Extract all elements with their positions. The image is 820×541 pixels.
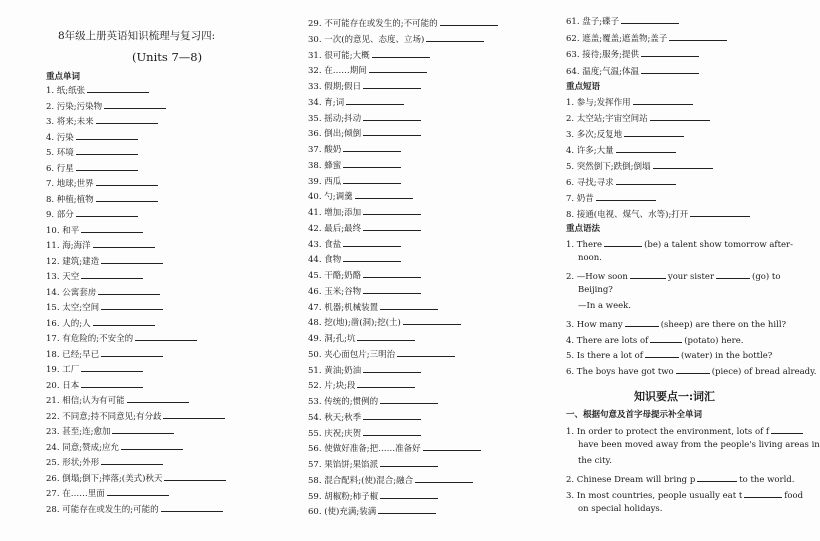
- list-item: [308, 79, 421, 93]
- item-label: 3. 多次;反复地: [566, 130, 623, 140]
- answer-blank[interactable]: [81, 269, 143, 279]
- answer-blank[interactable]: [423, 441, 481, 451]
- list-item: [46, 161, 138, 175]
- answer-blank[interactable]: [76, 161, 138, 171]
- answer-blank[interactable]: [397, 347, 455, 357]
- answer-blank[interactable]: [378, 504, 436, 514]
- grammar-item-3: [566, 317, 786, 331]
- worksheet-title: 8年级上册英语知识梳理与复习四:: [58, 30, 216, 42]
- answer-blank[interactable]: [641, 64, 699, 74]
- grammar-text: (potato) here.: [684, 336, 744, 346]
- exercise-instructions: 一、根据句意及首字母提示补全单词: [566, 410, 703, 420]
- answer-blank[interactable]: [624, 127, 684, 137]
- list-item: [308, 378, 415, 392]
- item-label: 5. 环境: [46, 148, 74, 158]
- grammar-item-5: [566, 348, 772, 362]
- answer-blank[interactable]: [363, 205, 421, 215]
- item-label: 6. 行星: [46, 163, 74, 174]
- list-item: [46, 502, 223, 516]
- item-label: 1. 纸;纸张: [46, 86, 86, 96]
- list-item: [46, 254, 163, 268]
- answer-blank[interactable]: [363, 126, 421, 136]
- grammar-text: (piece) of bread already.: [711, 367, 817, 377]
- grammar-item-2-answer: —In a week.: [578, 301, 631, 311]
- item-label: 28. 可能存在或发生的;可能的: [46, 504, 159, 515]
- item-label: 63. 接待;服务;提供: [566, 50, 639, 60]
- item-label: 42. 最后;最终: [308, 223, 362, 234]
- key-phrases-heading: 重点短语: [566, 82, 601, 92]
- item-label: 35. 摇动;抖动: [308, 113, 362, 124]
- grammar-text: 4. There are lots of: [566, 336, 649, 346]
- list-item: [308, 473, 473, 487]
- list-item: [46, 269, 143, 283]
- list-item: [46, 176, 158, 190]
- grammar-text: (water) in the bottle?: [680, 351, 773, 361]
- item-label: 58. 混合配料;(使)混合;融合: [308, 475, 414, 486]
- list-item: [308, 268, 421, 282]
- answer-blank[interactable]: [346, 95, 404, 105]
- list-item: [308, 189, 413, 203]
- item-label: 7. 奶昔: [566, 194, 594, 204]
- list-item: [308, 457, 438, 471]
- item-label: 36. 倒出;倾倒: [308, 129, 362, 140]
- list-item: [566, 207, 750, 221]
- item-label: 55. 庆祝;庆贺: [308, 428, 362, 439]
- list-item: [46, 285, 160, 299]
- item-label: 57. 果馅饼;果馅派: [308, 460, 379, 470]
- exercise-item-1: [566, 424, 805, 438]
- list-item: [46, 300, 163, 314]
- item-label: 64. 温度;气温;体温: [566, 66, 639, 77]
- answer-blank[interactable]: [357, 331, 415, 341]
- grammar-text: (sheep) are there on the hill?: [660, 320, 787, 330]
- item-label: 51. 黄油;奶油: [308, 365, 362, 376]
- item-label: 20. 日本: [46, 380, 80, 391]
- grammar-item-2: [566, 269, 780, 283]
- grammar-text: 5. Is there a lot of: [566, 351, 643, 361]
- answer-blank[interactable]: [380, 300, 438, 310]
- list-item: [566, 14, 679, 28]
- answer-blank[interactable]: [744, 488, 782, 498]
- answer-blank[interactable]: [641, 47, 699, 57]
- item-label: 39. 西瓜: [308, 176, 342, 187]
- item-label: 25. 形状;外形: [46, 458, 100, 468]
- item-label: 18. 已经;早已: [46, 349, 100, 360]
- answer-blank[interactable]: [96, 176, 158, 186]
- list-item: [308, 410, 421, 424]
- answer-blank[interactable]: [98, 285, 160, 295]
- item-label: 48. 挖(地);凿(洞);挖(土): [308, 318, 401, 329]
- list-item: [308, 48, 430, 62]
- grammar-text: (go) to: [752, 272, 781, 282]
- list-item: [308, 394, 438, 408]
- answer-blank[interactable]: [621, 14, 679, 24]
- list-item: [308, 111, 421, 125]
- units-range: (Units 7—8): [132, 50, 203, 64]
- item-label: 15. 太空;空间: [46, 303, 100, 313]
- answer-blank[interactable]: [81, 362, 143, 372]
- item-label: 30. 一次(的意见、态度、立场): [308, 34, 425, 45]
- item-label: 4. 许多;大量: [566, 146, 614, 156]
- list-item: [566, 159, 713, 173]
- answer-blank[interactable]: [107, 486, 169, 496]
- list-item: [46, 378, 143, 392]
- exercise-text: 2. Chinese Dream will bring p: [566, 475, 696, 485]
- list-item: [566, 31, 727, 45]
- answer-blank[interactable]: [645, 348, 679, 358]
- list-item: [46, 440, 183, 454]
- item-label: 54. 秋天;秋季: [308, 412, 362, 423]
- list-item: [46, 83, 149, 97]
- item-label: 49. 洞;孔;坑: [308, 334, 356, 344]
- list-item: [308, 441, 481, 455]
- item-label: 7. 地球;世界: [46, 179, 94, 189]
- answer-blank[interactable]: [363, 111, 421, 121]
- answer-blank[interactable]: [76, 145, 138, 155]
- answer-blank[interactable]: [380, 489, 438, 499]
- list-item: [46, 486, 169, 500]
- list-item: [308, 489, 438, 503]
- list-item: [46, 99, 166, 113]
- answer-blank[interactable]: [415, 473, 473, 483]
- answer-blank[interactable]: [127, 393, 189, 403]
- item-label: 45. 干酪;奶酪: [308, 271, 362, 281]
- list-item: [308, 63, 427, 77]
- item-label: 4. 污染: [46, 132, 74, 143]
- item-label: 14. 公寓套房: [46, 287, 97, 298]
- grammar-item-1: [566, 237, 793, 251]
- grammar-text: 6. The boys have got two: [566, 367, 674, 377]
- item-label: 8. 种植;植物: [46, 194, 94, 205]
- answer-blank[interactable]: [343, 252, 401, 262]
- item-label: 34. 育;词: [308, 97, 345, 108]
- grammar-text: 2. —How soon: [566, 272, 628, 282]
- answer-blank[interactable]: [161, 502, 223, 512]
- list-item: [308, 205, 421, 219]
- list-item: [566, 47, 699, 61]
- answer-blank[interactable]: [669, 31, 727, 41]
- answer-blank[interactable]: [633, 95, 693, 105]
- answer-blank[interactable]: [403, 315, 461, 325]
- exercise-item-1-end: the city.: [578, 456, 612, 466]
- list-item: [308, 126, 421, 140]
- answer-blank[interactable]: [164, 471, 226, 481]
- list-item: [566, 143, 676, 157]
- exercise-text: 3. In most countries, people usually eat t: [566, 491, 743, 501]
- list-item: [308, 174, 401, 188]
- item-label: 62. 遮盖;覆盖;遮盖物;盖子: [566, 33, 668, 44]
- answer-blank[interactable]: [96, 114, 158, 124]
- answer-blank[interactable]: [135, 331, 197, 341]
- list-item: [308, 158, 401, 172]
- item-label: 17. 有危险的;不安全的: [46, 334, 134, 344]
- list-item: [46, 471, 226, 485]
- exercise-text: to the world.: [739, 475, 795, 485]
- list-item: [46, 424, 174, 438]
- answer-blank[interactable]: [101, 300, 163, 310]
- item-label: 47. 机器;机械装置: [308, 302, 379, 313]
- list-item: [308, 95, 404, 109]
- item-label: 52. 片;块;段: [308, 381, 356, 392]
- exercise-text: food: [784, 491, 804, 501]
- exercise-text: 1. In order to protect the environment, lots of f: [566, 427, 770, 437]
- item-label: 11. 海;海洋: [46, 241, 91, 251]
- exercise-item-1-cont: have been moved away from the people's living areas in: [578, 440, 820, 450]
- item-label: 21. 相信;认为有可能: [46, 396, 125, 406]
- list-item: [46, 409, 225, 423]
- grammar-item-1-cont: noon.: [578, 253, 602, 263]
- answer-blank[interactable]: [104, 99, 166, 109]
- answer-blank[interactable]: [343, 237, 401, 247]
- item-label: 24. 同意;赞成;应允: [46, 442, 119, 453]
- list-item: [566, 175, 676, 189]
- list-item: [46, 347, 163, 361]
- answer-blank[interactable]: [363, 284, 421, 294]
- item-label: 5. 突然倒下;跌倒;倒塌: [566, 162, 651, 172]
- answer-blank[interactable]: [343, 142, 401, 152]
- grammar-text: 3. How many: [566, 320, 623, 330]
- answer-blank[interactable]: [96, 192, 158, 202]
- answer-blank[interactable]: [343, 174, 401, 184]
- answer-blank[interactable]: [343, 158, 401, 168]
- list-item: [308, 315, 461, 329]
- list-item: [308, 300, 438, 314]
- answer-blank[interactable]: [380, 394, 438, 404]
- list-item: [308, 331, 415, 345]
- exercise-item-3: [566, 488, 803, 502]
- answer-blank[interactable]: [650, 111, 710, 121]
- item-label: 38. 蜂蜜: [308, 160, 342, 171]
- answer-blank[interactable]: [163, 409, 225, 419]
- answer-blank[interactable]: [81, 378, 143, 388]
- item-label: 3. 将来;未来: [46, 117, 94, 127]
- item-label: 12. 建筑;建造: [46, 256, 100, 267]
- answer-blank[interactable]: [653, 159, 713, 169]
- answer-blank[interactable]: [121, 440, 183, 450]
- answer-blank[interactable]: [380, 457, 438, 467]
- list-item: [308, 504, 436, 518]
- list-item: [46, 316, 155, 330]
- answer-blank[interactable]: [76, 207, 138, 217]
- item-label: 9. 部分: [46, 210, 74, 220]
- item-label: 44. 食物: [308, 255, 342, 266]
- answer-blank[interactable]: [101, 254, 163, 264]
- key-words-heading: 重点单词: [46, 72, 81, 82]
- item-label: 32. 在……期间: [308, 66, 367, 77]
- item-label: 40. 勺;调羹: [308, 192, 353, 203]
- answer-blank[interactable]: [363, 268, 421, 278]
- item-label: 43. 食盐: [308, 239, 342, 250]
- list-item: [308, 142, 401, 156]
- answer-blank[interactable]: [101, 347, 163, 357]
- list-item: [308, 32, 484, 46]
- answer-blank[interactable]: [596, 191, 656, 201]
- list-item: [46, 114, 158, 128]
- key-grammar-heading: 重点语法: [566, 224, 601, 234]
- answer-blank[interactable]: [363, 410, 421, 420]
- list-item: [46, 207, 138, 221]
- list-item: [46, 238, 155, 252]
- list-item: [308, 284, 421, 298]
- answer-blank[interactable]: [355, 189, 413, 199]
- item-label: 19. 工厂: [46, 365, 80, 375]
- answer-blank[interactable]: [650, 333, 682, 343]
- list-item: [566, 191, 656, 205]
- exercise-item-2: [566, 472, 794, 486]
- answer-blank[interactable]: [676, 364, 710, 374]
- answer-blank[interactable]: [630, 269, 666, 279]
- answer-blank[interactable]: [426, 32, 484, 42]
- vocab-section-title: 知识要点一:词汇: [634, 390, 716, 403]
- item-label: 59. 胡椒粉;柿子椒: [308, 491, 379, 502]
- answer-blank[interactable]: [716, 269, 750, 279]
- answer-blank[interactable]: [369, 63, 427, 73]
- item-label: 23. 甚至;连;愈加: [46, 427, 111, 437]
- item-label: 41. 增加;添加: [308, 208, 362, 218]
- list-item: [46, 192, 158, 206]
- answer-blank[interactable]: [76, 130, 138, 140]
- list-item: [308, 237, 401, 251]
- item-label: 6. 寻找;寻求: [566, 178, 614, 188]
- answer-blank[interactable]: [372, 48, 430, 58]
- answer-blank[interactable]: [87, 83, 149, 93]
- item-label: 2. 污染;污染物: [46, 101, 103, 112]
- answer-blank[interactable]: [616, 175, 676, 185]
- answer-blank[interactable]: [363, 426, 421, 436]
- list-item: [46, 331, 197, 345]
- list-item: [46, 393, 189, 407]
- answer-blank[interactable]: [363, 363, 421, 373]
- grammar-item-6: [566, 364, 816, 378]
- list-item: [46, 362, 143, 376]
- grammar-text: your sister: [667, 272, 715, 282]
- answer-blank[interactable]: [363, 221, 421, 231]
- item-label: 61. 盘子;碟子: [566, 17, 620, 27]
- item-label: 22. 不同意;持不同意见;有分歧: [46, 411, 162, 422]
- item-label: 46. 玉米;谷物: [308, 286, 362, 297]
- list-item: [308, 426, 421, 440]
- item-label: 33. 假期;假日: [308, 82, 362, 92]
- item-label: 27. 在……里面: [46, 489, 105, 499]
- list-item: [46, 455, 163, 469]
- item-label: 13. 天空: [46, 272, 80, 282]
- list-item: [308, 363, 421, 377]
- item-label: 56. 使做好准备;把……准备好: [308, 444, 421, 455]
- answer-blank[interactable]: [101, 455, 163, 465]
- answer-blank[interactable]: [440, 16, 498, 26]
- list-item: [566, 95, 693, 109]
- item-label: 8. 接通(电视、煤气、水等);打开: [566, 210, 689, 220]
- list-item: [308, 347, 455, 361]
- list-item: [566, 127, 684, 141]
- list-item: [308, 221, 421, 235]
- answer-blank[interactable]: [616, 143, 676, 153]
- answer-blank[interactable]: [771, 424, 803, 434]
- answer-blank[interactable]: [363, 79, 421, 89]
- list-item: [46, 145, 138, 159]
- list-item: [566, 64, 699, 78]
- item-label: 50. 夹心面包片;三明治: [308, 349, 396, 360]
- answer-blank[interactable]: [112, 424, 174, 434]
- item-label: 37. 酸奶: [308, 145, 342, 155]
- answer-blank[interactable]: [93, 316, 155, 326]
- grammar-item-4: [566, 333, 743, 347]
- item-label: 26. 倒塌;倒下;摔落;(美式)秋天: [46, 473, 163, 484]
- item-label: 16. 人的;人: [46, 318, 91, 329]
- grammar-text: 1. There: [566, 240, 603, 250]
- grammar-text: (be) a talent show tomorrow after-: [644, 240, 793, 250]
- item-label: 53. 传统的;惯例的: [308, 397, 379, 407]
- answer-blank[interactable]: [81, 223, 143, 233]
- item-label: 60. (使)充满;装满: [308, 507, 377, 518]
- list-item: [46, 223, 143, 237]
- item-label: 31. 很可能;大概: [308, 50, 370, 61]
- answer-blank[interactable]: [93, 238, 155, 248]
- exercise-item-3-cont: on special holidays.: [578, 504, 663, 514]
- answer-blank[interactable]: [604, 237, 642, 247]
- answer-blank[interactable]: [697, 472, 737, 482]
- list-item: [308, 252, 401, 266]
- item-label: 2. 太空站;宇宙空间站: [566, 114, 648, 124]
- list-item: [566, 111, 710, 125]
- answer-blank[interactable]: [625, 317, 659, 327]
- item-label: 29. 不可能存在或发生的;不可能的: [308, 19, 438, 29]
- list-item: [46, 130, 138, 144]
- grammar-item-2-cont: Beijing?: [578, 285, 613, 295]
- list-item: [308, 16, 498, 30]
- answer-blank[interactable]: [690, 207, 750, 217]
- item-label: 10. 和平: [46, 225, 80, 236]
- answer-blank[interactable]: [357, 378, 415, 388]
- item-label: 1. 参与;发挥作用: [566, 98, 631, 108]
